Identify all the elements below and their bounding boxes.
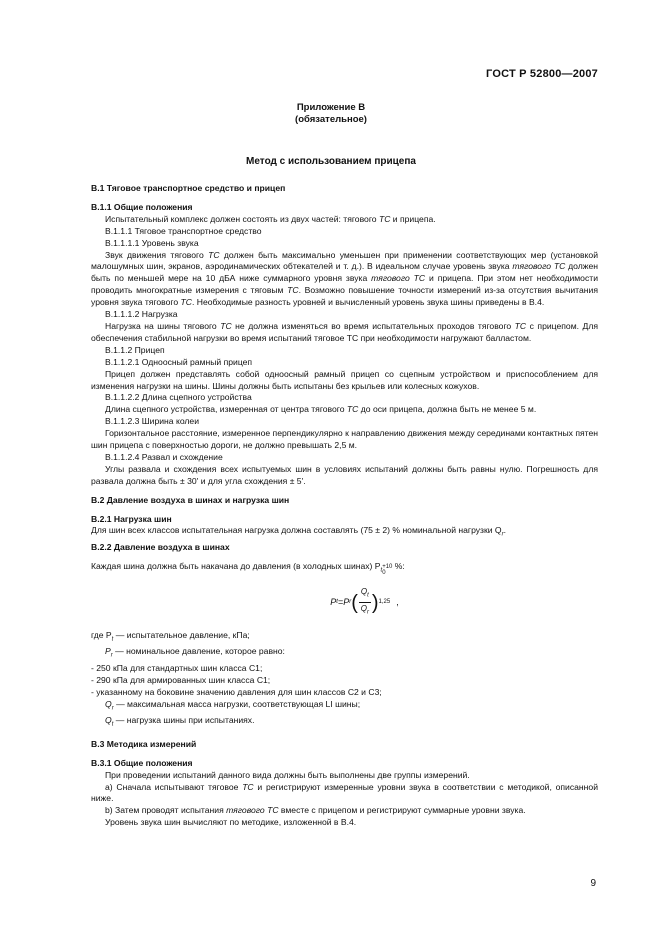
method-title: Метод с использованием прицепа <box>246 156 416 167</box>
appendix-status: (обязательное) <box>295 114 367 125</box>
standard-designation: ГОСТ Р 52800—2007 <box>486 68 598 80</box>
definition: $P_r$ — номинальное давление, которое равно: <box>105 646 285 659</box>
paragraph: Нагрузка на шины тягового ТС не должна изменяться во время испытательных проходов тягового ТС с прицепом. Для обеспечения стабильной нагрузки во время испытаний тяговое ТС при необходимости нагружают балластом. <box>91 320 598 343</box>
section-heading: В.3 Методика измерений <box>91 738 197 749</box>
clause-heading: В.1.1.2.3 Ширина колеи <box>105 416 199 427</box>
paragraph: Углы развала и схождения всех испытуемых шин в условиях испытаний должны быть равны нулю. Погрешность для развала должна быть ± 30' и для угла схождения ± 5'. <box>91 463 598 486</box>
paragraph: Звук движения тягового ТС должен быть максимально уменьшен при применении соответствующих мер (установкой малошумных шин, экранов, аэродинамических обтекателей и т. д.). В идеальном случае уровень звука тягового ТС должен быть по меньшей мере на 10 дБА ниже суммарного уровня звука тягового ТС и прицепа. При этом нет необходимости проводить многократные измерения с тяговым ТС. Возможно повышение точности измерений из-за отсутствия вычитания уровня звука тягового ТС. Необходимые разность уровней и вычисленный уровень звука шины приведены в В.4. <box>91 249 599 308</box>
pressure-formula: P t = P r ( $\frac{Q_t}{Q_r}$ ) 1,25 , <box>91 586 598 620</box>
clause-heading: В.1.1.2.2 Длина сцепного устройства <box>105 392 252 403</box>
paragraph: При проведении испытаний данного вида должны быть выполнены две группы измерений. <box>105 769 470 780</box>
subsection-heading: В.2.2 Давление воздуха в шинах <box>91 542 230 553</box>
paragraph: Уровень звука шин вычисляют по методике, изложенной в В.4. <box>105 817 357 828</box>
appendix-title: Приложение В <box>296 102 366 113</box>
paragraph: Прицеп должен представлять собой одноосный рамный прицеп со сцепным устройством и приспособлением для изменения нагрузки на шины. Шины должны быть испытаны без крыльев или колесных кожухов. <box>91 368 598 391</box>
list-item: - 290 кПа для армированных шин класса С1; <box>91 674 271 685</box>
clause-heading: В.1.1.1.1 Уровень звука <box>105 237 199 248</box>
clause-heading: В.1.1.2 Прицеп <box>105 344 165 355</box>
subsection-heading: В.3.1 Общие положения <box>91 757 193 768</box>
document-body <box>91 183 598 829</box>
paragraph: Длина сцепного устройства, измеренная от центра тягового ТС до оси прицепа, должна быть не менее 5 м. <box>105 404 537 415</box>
section-heading: В.1 Тяговое транспортное средство и прицеп <box>91 183 286 193</box>
page-number: 9 <box>590 878 596 889</box>
paragraph: Горизонтальное расстояние, измеренное перпендикулярно к направлению движения между серединами контактных пятен шин прицепа с поверхностью дороги, не должно превышать 2,5 м. <box>91 428 599 451</box>
paragraph: Каждая шина должна быть накачана до давления (в холодных шинах) $P_t$ +10 0 %: <box>91 561 405 576</box>
subsection-heading: В.2.1 Нагрузка шин <box>91 513 172 524</box>
paragraph: Для шин всех классов испытательная нагрузка должна составлять (75 ± 2) % номинальной нагрузки $Q_r$. <box>91 525 507 539</box>
clause-heading: В.1.1.1.2 Нагрузка <box>105 309 178 320</box>
subsection-heading: В.1.1 Общие положения <box>91 201 193 212</box>
appendix-heading <box>0 102 662 126</box>
paragraph: a) Сначала испытывают тяговое ТС и регистрируют измеренные уровни звука в соответствии с методикой, описанной ниже. <box>91 781 599 804</box>
definition: $Q_r$ — максимальная масса нагрузки, соответствующая LI шины; <box>105 698 361 712</box>
load-ratio-fraction: $\frac{Q_t}{Q_r}$ <box>360 586 369 616</box>
clause-heading: В.1.1.2.4 Развал и схождение <box>105 451 223 462</box>
list-item: - указанному на боковине значению давления для шин классов С2 и С3; <box>91 686 382 697</box>
definition: где $P_t$ — испытательное давление, кПа; <box>91 629 250 643</box>
definition: $Q_t$ — нагрузка шины при испытаниях. <box>105 715 255 728</box>
paragraph: b) Затем проводят испытания тягового ТС вместе с прицепом и регистрируют суммарные уровни звука. <box>105 805 526 816</box>
paragraph: Испытательный комплекс должен состоять из двух частей: тягового ТС и прицепа. <box>105 213 436 224</box>
list-item: - 250 кПа для стандартных шин класса С1; <box>91 662 263 673</box>
clause-heading: В.1.1.1 Тяговое транспортное средство <box>105 225 262 236</box>
clause-heading: В.1.1.2.1 Одноосный рамный прицеп <box>105 356 253 367</box>
section-heading: В.2 Давление воздуха в шинах и нагрузка шин <box>91 494 290 505</box>
